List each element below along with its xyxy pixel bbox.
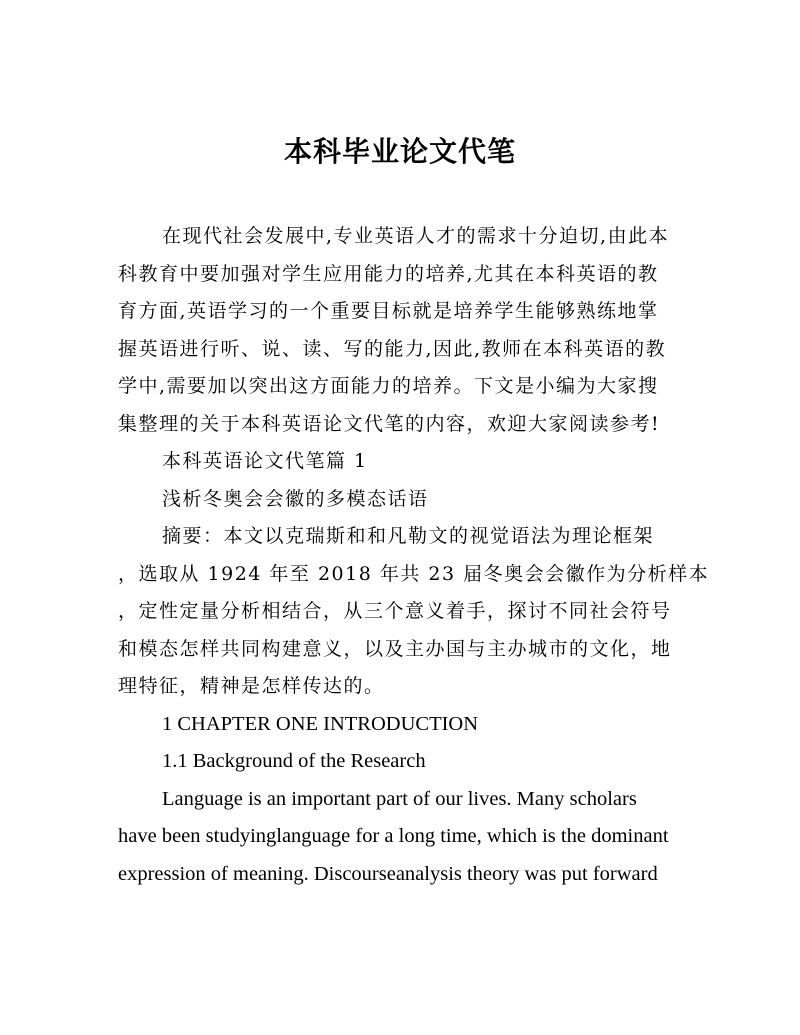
abstract-paragraph xyxy=(118,518,710,706)
text-line: 本科英语论文代笔篇 1 xyxy=(162,450,368,472)
text-line: 理特征，精神是怎样传达的。 xyxy=(118,675,385,697)
text-line: 1.1 Background of the Research xyxy=(162,750,426,772)
text-line: expression of meaning. Discourseanalysis theory was put forward xyxy=(118,862,658,885)
chapter-heading xyxy=(118,706,688,744)
text-line: Language is an important part of our lives. Many scholars xyxy=(162,787,637,810)
english-paragraph xyxy=(118,781,688,894)
document-body xyxy=(118,218,710,893)
document-title: 本科毕业论文代笔 xyxy=(283,135,516,168)
section-heading xyxy=(118,743,688,781)
text-line: have been studyinglanguage for a long time, which is the dominant xyxy=(118,825,669,847)
text-line: ，选取从 1924 年至 2018 年共 23 届冬奥会会徽作为分析样本 xyxy=(118,562,710,585)
article-subtitle xyxy=(118,481,688,519)
text-line: ，定性定量分析相结合，从三个意义着手，探讨不同社会符号 xyxy=(118,600,672,622)
text-line: 学中,需要加以突出这方面能力的培养。下文是小编为大家搜 xyxy=(118,375,659,397)
text-line: 和模态怎样共同构建意义，以及主办国与主办城市的文化，地 xyxy=(118,637,672,660)
text-line: 浅析冬奥会会徽的多模态话语 xyxy=(162,487,429,510)
text-line: 摘要：本文以克瑞斯和和凡勒文的视觉语法为理论框架 xyxy=(162,525,655,547)
text-line: 科教育中要加强对学生应用能力的培养,尤其在本科英语的教 xyxy=(118,262,659,285)
text-line: 1 CHAPTER ONE INTRODUCTION xyxy=(162,712,479,735)
text-line: 育方面,英语学习的一个重要目标就是培养学生能够熟练地掌 xyxy=(118,300,659,322)
text-line: 在现代社会发展中,专业英语人才的需求十分迫切,由此本 xyxy=(162,225,670,247)
article-heading xyxy=(118,443,688,481)
text-line: 集整理的关于本科英语论文代笔的内容，欢迎大家阅读参考! xyxy=(118,412,661,435)
intro-paragraph xyxy=(118,218,688,443)
text-line: 握英语进行听、说、读、写的能力,因此,教师在本科英语的教 xyxy=(118,337,667,360)
